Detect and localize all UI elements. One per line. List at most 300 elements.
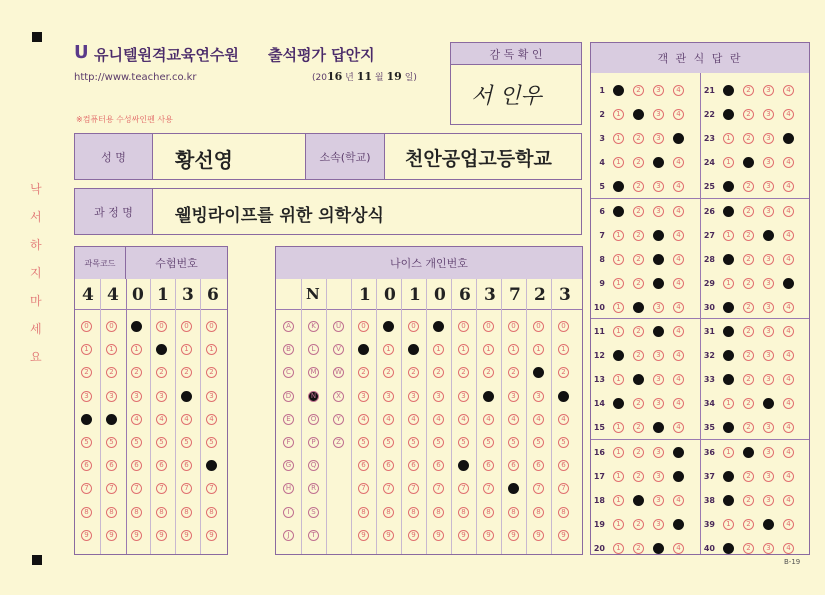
exam-id-bubble[interactable]: 1 bbox=[81, 344, 92, 355]
exam-id-bubble[interactable]: 2 bbox=[131, 367, 142, 378]
answer-bubble[interactable]: 4 bbox=[673, 398, 684, 409]
neis-digit-bubble[interactable]: 4 bbox=[508, 414, 519, 425]
answer-bubble[interactable]: 3 bbox=[653, 519, 664, 530]
exam-id-bubble[interactable]: 3 bbox=[106, 391, 117, 402]
neis-digit-bubble[interactable]: 9 bbox=[483, 530, 494, 541]
neis-digit-bubble[interactable]: 1 bbox=[483, 344, 494, 355]
answer-bubble[interactable]: 4 bbox=[673, 85, 684, 96]
neis-digit-bubble[interactable]: 7 bbox=[383, 483, 394, 494]
answer-bubble[interactable] bbox=[633, 109, 644, 120]
answer-bubble[interactable]: 3 bbox=[763, 109, 774, 120]
neis-digit-bubble[interactable]: 4 bbox=[408, 414, 419, 425]
answer-bubble[interactable]: 2 bbox=[743, 422, 754, 433]
exam-id-bubble[interactable]: 7 bbox=[81, 483, 92, 494]
answer-bubble[interactable]: 4 bbox=[673, 543, 684, 554]
answer-bubble[interactable]: 4 bbox=[783, 495, 794, 506]
answer-bubble[interactable]: 4 bbox=[783, 302, 794, 313]
answer-bubble[interactable]: 1 bbox=[723, 278, 734, 289]
answer-bubble[interactable] bbox=[653, 230, 664, 241]
exam-id-bubble[interactable]: 1 bbox=[206, 344, 217, 355]
exam-id-bubble[interactable] bbox=[81, 414, 92, 425]
exam-id-bubble[interactable]: 4 bbox=[206, 414, 217, 425]
answer-bubble[interactable]: 4 bbox=[673, 326, 684, 337]
neis-digit-bubble[interactable]: 2 bbox=[458, 367, 469, 378]
neis-digit-bubble[interactable]: 9 bbox=[433, 530, 444, 541]
answer-bubble[interactable]: 4 bbox=[673, 206, 684, 217]
answer-bubble[interactable] bbox=[723, 471, 734, 482]
neis-digit-bubble[interactable]: 7 bbox=[358, 483, 369, 494]
answer-bubble[interactable]: 1 bbox=[723, 398, 734, 409]
answer-bubble[interactable]: 3 bbox=[653, 181, 664, 192]
exam-id-bubble[interactable]: 0 bbox=[81, 321, 92, 332]
neis-digit-bubble[interactable]: 3 bbox=[433, 391, 444, 402]
neis-digit-bubble[interactable]: 1 bbox=[533, 344, 544, 355]
answer-bubble[interactable]: 3 bbox=[763, 495, 774, 506]
answer-bubble[interactable] bbox=[783, 133, 794, 144]
neis-digit-bubble[interactable]: 4 bbox=[558, 414, 569, 425]
answer-bubble[interactable]: 3 bbox=[653, 495, 664, 506]
answer-bubble[interactable]: 3 bbox=[763, 206, 774, 217]
answer-bubble[interactable]: 1 bbox=[723, 157, 734, 168]
answer-bubble[interactable]: 1 bbox=[613, 230, 624, 241]
neis-digit-bubble[interactable]: 6 bbox=[508, 460, 519, 471]
answer-bubble[interactable]: 3 bbox=[763, 278, 774, 289]
exam-id-bubble[interactable]: 5 bbox=[206, 437, 217, 448]
answer-bubble[interactable]: 2 bbox=[743, 133, 754, 144]
neis-letter-bubble[interactable]: Q bbox=[308, 460, 319, 471]
answer-bubble[interactable]: 3 bbox=[763, 157, 774, 168]
neis-digit-bubble[interactable]: 7 bbox=[408, 483, 419, 494]
answer-bubble[interactable]: 3 bbox=[763, 254, 774, 265]
neis-digit-bubble[interactable]: 9 bbox=[508, 530, 519, 541]
neis-digit-bubble[interactable]: 6 bbox=[558, 460, 569, 471]
answer-bubble[interactable]: 2 bbox=[743, 326, 754, 337]
answer-bubble[interactable]: 4 bbox=[673, 254, 684, 265]
neis-digit-bubble[interactable] bbox=[408, 344, 419, 355]
neis-letter-bubble[interactable]: R bbox=[308, 483, 319, 494]
exam-id-bubble[interactable]: 5 bbox=[81, 437, 92, 448]
exam-id-bubble[interactable] bbox=[206, 460, 217, 471]
exam-id-bubble[interactable]: 8 bbox=[131, 507, 142, 518]
answer-bubble[interactable] bbox=[653, 543, 664, 554]
exam-id-bubble[interactable]: 2 bbox=[181, 367, 192, 378]
answer-bubble[interactable]: 1 bbox=[613, 422, 624, 433]
exam-id-bubble[interactable]: 2 bbox=[81, 367, 92, 378]
answer-bubble[interactable] bbox=[673, 471, 684, 482]
exam-id-bubble[interactable]: 6 bbox=[181, 460, 192, 471]
exam-id-bubble[interactable]: 0 bbox=[106, 321, 117, 332]
exam-id-bubble[interactable]: 9 bbox=[206, 530, 217, 541]
answer-bubble[interactable]: 2 bbox=[633, 181, 644, 192]
exam-id-bubble[interactable]: 8 bbox=[156, 507, 167, 518]
answer-bubble[interactable]: 2 bbox=[743, 254, 754, 265]
neis-digit-bubble[interactable] bbox=[483, 391, 494, 402]
neis-digit-bubble[interactable]: 2 bbox=[358, 367, 369, 378]
neis-digit-bubble[interactable]: 1 bbox=[383, 344, 394, 355]
answer-bubble[interactable]: 3 bbox=[763, 133, 774, 144]
answer-bubble[interactable]: 2 bbox=[743, 302, 754, 313]
answer-bubble[interactable] bbox=[613, 350, 624, 361]
neis-digit-bubble[interactable]: 5 bbox=[458, 437, 469, 448]
answer-bubble[interactable]: 1 bbox=[613, 278, 624, 289]
answer-bubble[interactable] bbox=[653, 422, 664, 433]
answer-bubble[interactable] bbox=[673, 519, 684, 530]
answer-bubble[interactable]: 3 bbox=[653, 447, 664, 458]
exam-id-bubble[interactable]: 6 bbox=[131, 460, 142, 471]
neis-digit-bubble[interactable]: 0 bbox=[358, 321, 369, 332]
exam-id-bubble[interactable]: 5 bbox=[106, 437, 117, 448]
answer-bubble[interactable]: 4 bbox=[783, 254, 794, 265]
exam-id-bubble[interactable]: 1 bbox=[131, 344, 142, 355]
answer-bubble[interactable]: 1 bbox=[613, 519, 624, 530]
answer-bubble[interactable] bbox=[723, 254, 734, 265]
answer-bubble[interactable]: 2 bbox=[633, 350, 644, 361]
exam-id-bubble[interactable]: 3 bbox=[206, 391, 217, 402]
answer-bubble[interactable]: 4 bbox=[783, 181, 794, 192]
answer-bubble[interactable] bbox=[723, 422, 734, 433]
answer-bubble[interactable]: 3 bbox=[763, 543, 774, 554]
answer-bubble[interactable] bbox=[613, 206, 624, 217]
answer-bubble[interactable]: 4 bbox=[783, 398, 794, 409]
answer-bubble[interactable]: 2 bbox=[743, 471, 754, 482]
answer-bubble[interactable]: 3 bbox=[653, 133, 664, 144]
neis-digit-bubble[interactable]: 4 bbox=[433, 414, 444, 425]
neis-digit-bubble[interactable] bbox=[383, 321, 394, 332]
exam-id-bubble[interactable]: 6 bbox=[106, 460, 117, 471]
answer-bubble[interactable] bbox=[723, 302, 734, 313]
neis-digit-bubble[interactable]: 9 bbox=[408, 530, 419, 541]
answer-bubble[interactable]: 2 bbox=[633, 230, 644, 241]
exam-id-bubble[interactable] bbox=[106, 414, 117, 425]
answer-bubble[interactable]: 2 bbox=[743, 350, 754, 361]
answer-bubble[interactable]: 1 bbox=[723, 519, 734, 530]
neis-digit-bubble[interactable]: 7 bbox=[558, 483, 569, 494]
neis-letter-bubble[interactable]: Z bbox=[333, 437, 344, 448]
answer-bubble[interactable] bbox=[783, 278, 794, 289]
answer-bubble[interactable]: 2 bbox=[633, 543, 644, 554]
answer-bubble[interactable] bbox=[633, 302, 644, 313]
neis-letter-bubble[interactable]: P bbox=[308, 437, 319, 448]
exam-id-bubble[interactable]: 9 bbox=[106, 530, 117, 541]
answer-bubble[interactable] bbox=[763, 230, 774, 241]
neis-digit-bubble[interactable]: 5 bbox=[383, 437, 394, 448]
neis-letter-bubble[interactable]: G bbox=[283, 460, 294, 471]
neis-digit-bubble[interactable]: 5 bbox=[508, 437, 519, 448]
answer-bubble[interactable]: 2 bbox=[743, 109, 754, 120]
exam-id-bubble[interactable]: 8 bbox=[81, 507, 92, 518]
exam-id-bubble[interactable]: 9 bbox=[181, 530, 192, 541]
answer-bubble[interactable] bbox=[763, 398, 774, 409]
neis-digit-bubble[interactable]: 7 bbox=[458, 483, 469, 494]
exam-id-bubble[interactable]: 8 bbox=[106, 507, 117, 518]
neis-letter-bubble[interactable]: E bbox=[283, 414, 294, 425]
neis-digit-bubble[interactable]: 2 bbox=[508, 367, 519, 378]
answer-bubble[interactable]: 2 bbox=[633, 254, 644, 265]
answer-bubble[interactable] bbox=[613, 85, 624, 96]
exam-id-bubble[interactable] bbox=[131, 321, 142, 332]
exam-id-bubble[interactable]: 8 bbox=[181, 507, 192, 518]
answer-bubble[interactable]: 4 bbox=[783, 471, 794, 482]
answer-bubble[interactable] bbox=[653, 278, 664, 289]
neis-digit-bubble[interactable]: 1 bbox=[458, 344, 469, 355]
exam-id-bubble[interactable]: 5 bbox=[131, 437, 142, 448]
answer-bubble[interactable]: 1 bbox=[613, 447, 624, 458]
answer-bubble[interactable] bbox=[653, 157, 664, 168]
exam-id-bubble[interactable]: 3 bbox=[131, 391, 142, 402]
answer-bubble[interactable]: 2 bbox=[633, 398, 644, 409]
neis-digit-bubble[interactable]: 7 bbox=[433, 483, 444, 494]
neis-digit-bubble[interactable] bbox=[358, 344, 369, 355]
answer-bubble[interactable]: 2 bbox=[633, 519, 644, 530]
answer-bubble[interactable] bbox=[723, 326, 734, 337]
answer-bubble[interactable] bbox=[723, 181, 734, 192]
answer-bubble[interactable]: 3 bbox=[653, 109, 664, 120]
neis-letter-bubble[interactable]: Y bbox=[333, 414, 344, 425]
answer-bubble[interactable] bbox=[653, 326, 664, 337]
answer-bubble[interactable] bbox=[633, 374, 644, 385]
answer-bubble[interactable]: 1 bbox=[613, 471, 624, 482]
answer-bubble[interactable]: 1 bbox=[613, 109, 624, 120]
answer-bubble[interactable]: 3 bbox=[763, 326, 774, 337]
neis-letter-bubble[interactable]: B bbox=[283, 344, 294, 355]
answer-bubble[interactable]: 3 bbox=[763, 302, 774, 313]
answer-bubble[interactable] bbox=[723, 543, 734, 554]
neis-digit-bubble[interactable]: 6 bbox=[433, 460, 444, 471]
neis-digit-bubble[interactable] bbox=[533, 367, 544, 378]
neis-digit-bubble[interactable]: 8 bbox=[383, 507, 394, 518]
answer-bubble[interactable] bbox=[723, 85, 734, 96]
neis-letter-bubble[interactable]: A bbox=[283, 321, 294, 332]
neis-digit-bubble[interactable]: 9 bbox=[533, 530, 544, 541]
answer-bubble[interactable]: 1 bbox=[613, 495, 624, 506]
answer-bubble[interactable] bbox=[723, 350, 734, 361]
answer-bubble[interactable] bbox=[673, 447, 684, 458]
answer-bubble[interactable]: 3 bbox=[653, 85, 664, 96]
neis-digit-bubble[interactable]: 8 bbox=[508, 507, 519, 518]
neis-letter-bubble[interactable]: J bbox=[283, 530, 294, 541]
exam-id-bubble[interactable]: 2 bbox=[156, 367, 167, 378]
neis-digit-bubble[interactable]: 5 bbox=[408, 437, 419, 448]
answer-bubble[interactable]: 4 bbox=[673, 374, 684, 385]
neis-digit-bubble[interactable]: 8 bbox=[533, 507, 544, 518]
answer-bubble[interactable]: 2 bbox=[633, 85, 644, 96]
exam-id-bubble[interactable]: 1 bbox=[106, 344, 117, 355]
neis-digit-bubble[interactable]: 6 bbox=[483, 460, 494, 471]
neis-digit-bubble[interactable]: 9 bbox=[358, 530, 369, 541]
neis-letter-bubble[interactable]: U bbox=[333, 321, 344, 332]
neis-digit-bubble[interactable]: 3 bbox=[383, 391, 394, 402]
neis-digit-bubble[interactable]: 3 bbox=[408, 391, 419, 402]
exam-id-bubble[interactable]: 7 bbox=[206, 483, 217, 494]
answer-bubble[interactable]: 3 bbox=[653, 398, 664, 409]
answer-bubble[interactable]: 4 bbox=[783, 206, 794, 217]
exam-id-bubble[interactable]: 3 bbox=[81, 391, 92, 402]
answer-bubble[interactable] bbox=[743, 447, 754, 458]
neis-letter-bubble[interactable]: I bbox=[283, 507, 294, 518]
answer-bubble[interactable]: 1 bbox=[723, 447, 734, 458]
neis-digit-bubble[interactable]: 8 bbox=[408, 507, 419, 518]
neis-letter-bubble[interactable]: M bbox=[308, 367, 319, 378]
answer-bubble[interactable]: 4 bbox=[783, 543, 794, 554]
answer-bubble[interactable]: 1 bbox=[723, 230, 734, 241]
answer-bubble[interactable]: 4 bbox=[673, 495, 684, 506]
answer-bubble[interactable]: 2 bbox=[743, 543, 754, 554]
neis-digit-bubble[interactable]: 2 bbox=[433, 367, 444, 378]
exam-id-bubble[interactable]: 4 bbox=[181, 414, 192, 425]
answer-bubble[interactable] bbox=[723, 374, 734, 385]
exam-id-bubble[interactable]: 2 bbox=[106, 367, 117, 378]
exam-id-bubble[interactable]: 7 bbox=[131, 483, 142, 494]
neis-letter-bubble[interactable]: O bbox=[308, 414, 319, 425]
neis-digit-bubble[interactable]: 5 bbox=[433, 437, 444, 448]
exam-id-bubble[interactable]: 9 bbox=[81, 530, 92, 541]
neis-digit-bubble[interactable]: 8 bbox=[483, 507, 494, 518]
exam-id-bubble[interactable]: 5 bbox=[156, 437, 167, 448]
neis-digit-bubble[interactable] bbox=[508, 483, 519, 494]
neis-letter-bubble[interactable]: D bbox=[283, 391, 294, 402]
answer-bubble[interactable]: 4 bbox=[673, 230, 684, 241]
exam-id-bubble[interactable]: 5 bbox=[181, 437, 192, 448]
answer-bubble[interactable]: 3 bbox=[763, 447, 774, 458]
neis-digit-bubble[interactable]: 6 bbox=[383, 460, 394, 471]
neis-digit-bubble[interactable]: 8 bbox=[458, 507, 469, 518]
neis-digit-bubble[interactable]: 0 bbox=[483, 321, 494, 332]
neis-digit-bubble[interactable]: 6 bbox=[408, 460, 419, 471]
neis-digit-bubble[interactable]: 2 bbox=[558, 367, 569, 378]
neis-digit-bubble[interactable]: 8 bbox=[433, 507, 444, 518]
exam-id-bubble[interactable] bbox=[181, 391, 192, 402]
answer-bubble[interactable] bbox=[723, 206, 734, 217]
answer-bubble[interactable] bbox=[613, 181, 624, 192]
neis-digit-bubble[interactable]: 4 bbox=[483, 414, 494, 425]
answer-bubble[interactable]: 4 bbox=[783, 157, 794, 168]
answer-bubble[interactable]: 2 bbox=[743, 230, 754, 241]
answer-bubble[interactable]: 4 bbox=[783, 350, 794, 361]
answer-bubble[interactable]: 2 bbox=[743, 181, 754, 192]
answer-bubble[interactable]: 2 bbox=[743, 374, 754, 385]
answer-bubble[interactable]: 2 bbox=[633, 422, 644, 433]
neis-digit-bubble[interactable]: 2 bbox=[483, 367, 494, 378]
neis-digit-bubble[interactable]: 3 bbox=[508, 391, 519, 402]
neis-digit-bubble[interactable]: 6 bbox=[533, 460, 544, 471]
answer-bubble[interactable]: 2 bbox=[743, 398, 754, 409]
answer-bubble[interactable]: 4 bbox=[673, 181, 684, 192]
answer-bubble[interactable]: 2 bbox=[743, 278, 754, 289]
neis-digit-bubble[interactable]: 7 bbox=[533, 483, 544, 494]
answer-bubble[interactable] bbox=[633, 495, 644, 506]
exam-id-bubble[interactable]: 4 bbox=[156, 414, 167, 425]
neis-digit-bubble[interactable]: 1 bbox=[508, 344, 519, 355]
answer-bubble[interactable]: 3 bbox=[763, 471, 774, 482]
exam-id-bubble[interactable]: 4 bbox=[131, 414, 142, 425]
answer-bubble[interactable]: 4 bbox=[673, 278, 684, 289]
answer-bubble[interactable]: 3 bbox=[763, 422, 774, 433]
neis-digit-bubble[interactable]: 0 bbox=[533, 321, 544, 332]
answer-bubble[interactable]: 2 bbox=[633, 326, 644, 337]
answer-bubble[interactable]: 4 bbox=[783, 519, 794, 530]
answer-bubble[interactable]: 4 bbox=[673, 422, 684, 433]
answer-bubble[interactable]: 1 bbox=[613, 254, 624, 265]
answer-bubble[interactable]: 2 bbox=[743, 85, 754, 96]
neis-letter-bubble[interactable]: K bbox=[308, 321, 319, 332]
neis-letter-bubble[interactable]: F bbox=[283, 437, 294, 448]
exam-id-bubble[interactable]: 2 bbox=[206, 367, 217, 378]
exam-id-bubble[interactable]: 0 bbox=[206, 321, 217, 332]
neis-digit-bubble[interactable]: 7 bbox=[483, 483, 494, 494]
answer-bubble[interactable]: 1 bbox=[613, 157, 624, 168]
neis-letter-bubble[interactable]: L bbox=[308, 344, 319, 355]
exam-id-bubble[interactable]: 9 bbox=[156, 530, 167, 541]
answer-bubble[interactable]: 2 bbox=[743, 206, 754, 217]
neis-letter-bubble[interactable]: T bbox=[308, 530, 319, 541]
neis-digit-bubble[interactable]: 0 bbox=[458, 321, 469, 332]
exam-id-bubble[interactable]: 7 bbox=[156, 483, 167, 494]
answer-bubble[interactable]: 4 bbox=[783, 374, 794, 385]
answer-bubble[interactable]: 4 bbox=[783, 85, 794, 96]
answer-bubble[interactable]: 4 bbox=[783, 422, 794, 433]
exam-id-bubble[interactable]: 6 bbox=[81, 460, 92, 471]
answer-bubble[interactable]: 2 bbox=[743, 495, 754, 506]
neis-digit-bubble[interactable] bbox=[458, 460, 469, 471]
answer-bubble[interactable]: 1 bbox=[613, 543, 624, 554]
neis-digit-bubble[interactable]: 4 bbox=[458, 414, 469, 425]
neis-digit-bubble[interactable]: 3 bbox=[358, 391, 369, 402]
neis-digit-bubble[interactable]: 3 bbox=[533, 391, 544, 402]
exam-id-bubble[interactable]: 3 bbox=[156, 391, 167, 402]
exam-id-bubble[interactable]: 0 bbox=[156, 321, 167, 332]
answer-bubble[interactable]: 4 bbox=[783, 447, 794, 458]
neis-digit-bubble[interactable]: 2 bbox=[383, 367, 394, 378]
neis-letter-bubble[interactable]: H bbox=[283, 483, 294, 494]
answer-bubble[interactable]: 3 bbox=[653, 374, 664, 385]
exam-id-bubble[interactable]: 9 bbox=[131, 530, 142, 541]
answer-bubble[interactable]: 4 bbox=[673, 109, 684, 120]
neis-digit-bubble[interactable]: 3 bbox=[458, 391, 469, 402]
neis-digit-bubble[interactable]: 5 bbox=[483, 437, 494, 448]
exam-id-bubble[interactable]: 8 bbox=[206, 507, 217, 518]
answer-bubble[interactable]: 4 bbox=[673, 157, 684, 168]
answer-bubble[interactable]: 3 bbox=[653, 350, 664, 361]
answer-bubble[interactable] bbox=[653, 254, 664, 265]
answer-bubble[interactable]: 2 bbox=[743, 519, 754, 530]
answer-bubble[interactable]: 3 bbox=[653, 302, 664, 313]
neis-digit-bubble[interactable]: 1 bbox=[433, 344, 444, 355]
answer-bubble[interactable]: 3 bbox=[763, 350, 774, 361]
neis-digit-bubble[interactable]: 0 bbox=[508, 321, 519, 332]
answer-bubble[interactable]: 4 bbox=[673, 302, 684, 313]
answer-bubble[interactable]: 1 bbox=[723, 133, 734, 144]
answer-bubble[interactable]: 2 bbox=[633, 206, 644, 217]
neis-digit-bubble[interactable]: 4 bbox=[533, 414, 544, 425]
neis-digit-bubble[interactable]: 5 bbox=[358, 437, 369, 448]
answer-bubble[interactable] bbox=[723, 109, 734, 120]
answer-bubble[interactable] bbox=[613, 398, 624, 409]
neis-letter-bubble[interactable]: C bbox=[283, 367, 294, 378]
answer-bubble[interactable]: 3 bbox=[653, 206, 664, 217]
exam-id-bubble[interactable]: 7 bbox=[106, 483, 117, 494]
neis-digit-bubble[interactable]: 4 bbox=[358, 414, 369, 425]
answer-bubble[interactable]: 1 bbox=[613, 326, 624, 337]
answer-bubble[interactable]: 3 bbox=[763, 181, 774, 192]
neis-letter-bubble[interactable]: W bbox=[333, 367, 344, 378]
answer-bubble[interactable]: 2 bbox=[633, 278, 644, 289]
exam-id-bubble[interactable] bbox=[156, 344, 167, 355]
neis-digit-bubble[interactable]: 0 bbox=[408, 321, 419, 332]
answer-bubble[interactable] bbox=[723, 495, 734, 506]
answer-bubble[interactable]: 2 bbox=[633, 157, 644, 168]
exam-id-bubble[interactable]: 0 bbox=[181, 321, 192, 332]
answer-bubble[interactable] bbox=[673, 133, 684, 144]
